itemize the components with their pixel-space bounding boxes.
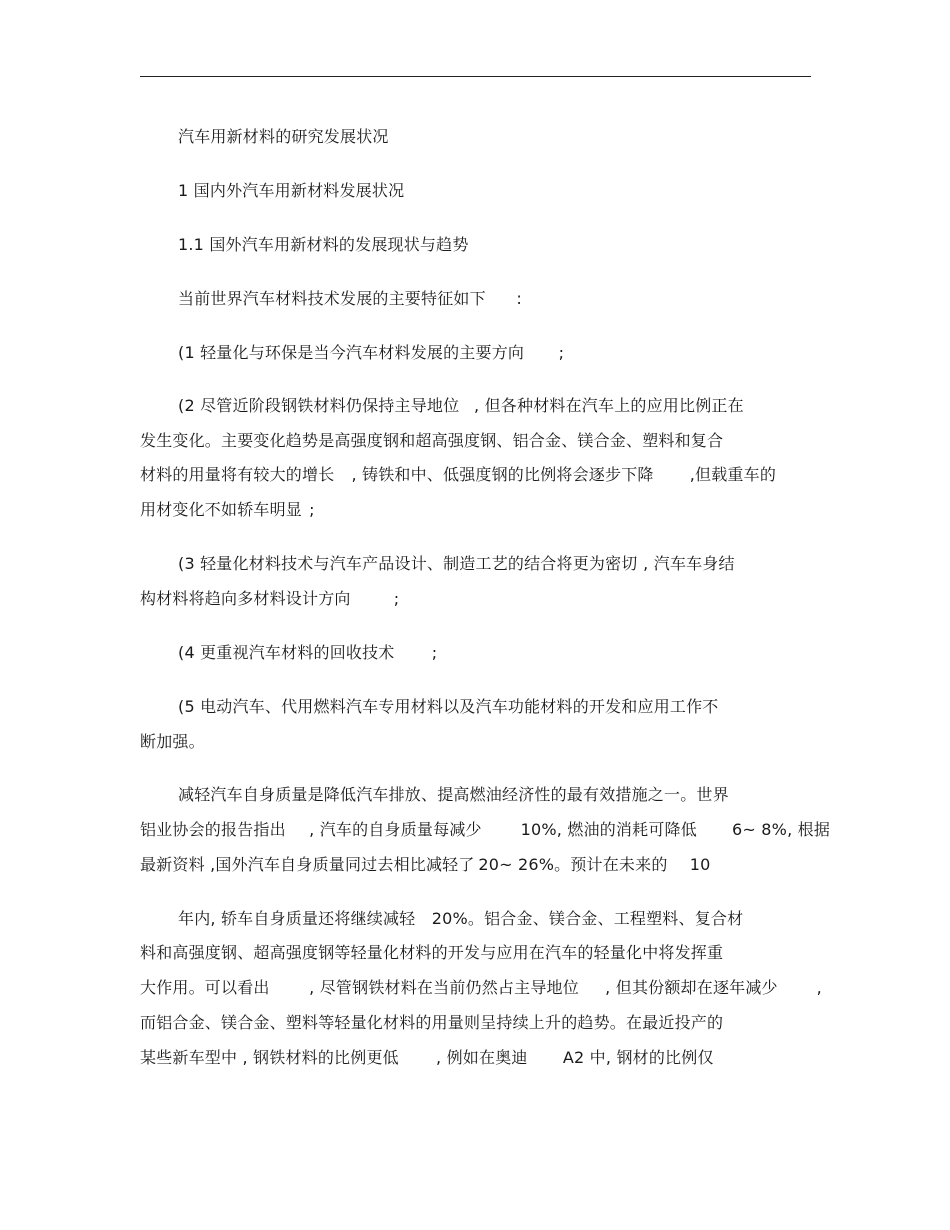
list-item-2-line: 用材变化不如轿车明显 ; — [140, 500, 315, 519]
paragraph-2-line: 大作用。可以看出 , 尽管钢铁材料在当前仍然占主导地位 , 但其份额却在逐年减少 , — [140, 978, 822, 997]
list-item-5-line: 断加强。 — [140, 732, 205, 751]
paragraph-1-line: 最新资料 ,国外汽车自身质量同过去相比减轻了 20~ 26%。预计在未来的 10 — [140, 855, 711, 874]
list-item-3-line: 构材料将趋向多材料设计方向 ; — [140, 589, 400, 608]
header-rule — [140, 76, 811, 77]
list-item-2-line: (2 尽管近阶段钢铁材料仍保持主导地位 , 但各种材料在汽车上的应用比例正在 — [178, 396, 744, 415]
section-heading-1: 1 国内外汽车用新材料发展状况 — [178, 181, 405, 200]
paragraph-1-line: 减轻汽车自身质量是降低汽车排放、提高燃油经济性的最有效措施之一。世界 — [178, 785, 729, 804]
section-heading-1-1: 1.1 国外汽车用新材料的发展现状与趋势 — [178, 235, 469, 254]
paragraph-2-line: 年内, 轿车自身质量还将继续减轻 20%。铝合金、镁合金、工程塑料、复合材 — [178, 909, 744, 928]
list-item-5-line: (5 电动汽车、代用燃料汽车专用材料以及汽车功能材料的开发和应用工作不 — [178, 697, 719, 716]
list-item-1: (1 轻量化与环保是当今汽车材料发展的主要方向 ; — [178, 343, 565, 362]
list-item-2-line: 材料的用量将有较大的增长 , 铸铁和中、低强度钢的比例将会逐步下降 ,但载重车的 — [140, 465, 777, 484]
document-title: 汽车用新材料的研究发展状况 — [178, 127, 389, 146]
paragraph-1-line: 铝业协会的报告指出 , 汽车的自身质量每减少 10%, 燃油的消耗可降低 6~ 8%, 根据 — [140, 820, 831, 839]
paragraph-2-line: 某些新车型中 , 钢铁材料的比例更低 , 例如在奥迪 A2 中, 钢材的比例仅 — [140, 1048, 714, 1067]
list-item-4: (4 更重视汽车材料的回收技术 ; — [178, 643, 438, 662]
intro-line: 当前世界汽车材料技术发展的主要特征如下 : — [178, 289, 522, 308]
list-item-2-line: 发生变化。主要变化趋势是高强度钢和超高强度钢、铝合金、镁合金、塑料和复合 — [140, 431, 724, 450]
list-item-3-line: (3 轻量化材料技术与汽车产品设计、制造工艺的结合将更为密切 , 汽车车身结 — [178, 554, 735, 573]
paragraph-2-line: 料和高强度钢、超高强度钢等轻量化材料的开发与应用在汽车的轻量化中将发挥重 — [140, 943, 724, 962]
paragraph-2-line: 而铝合金、镁合金、塑料等轻量化材料的用量则呈持续上升的趋势。在最近投产的 — [140, 1013, 724, 1032]
